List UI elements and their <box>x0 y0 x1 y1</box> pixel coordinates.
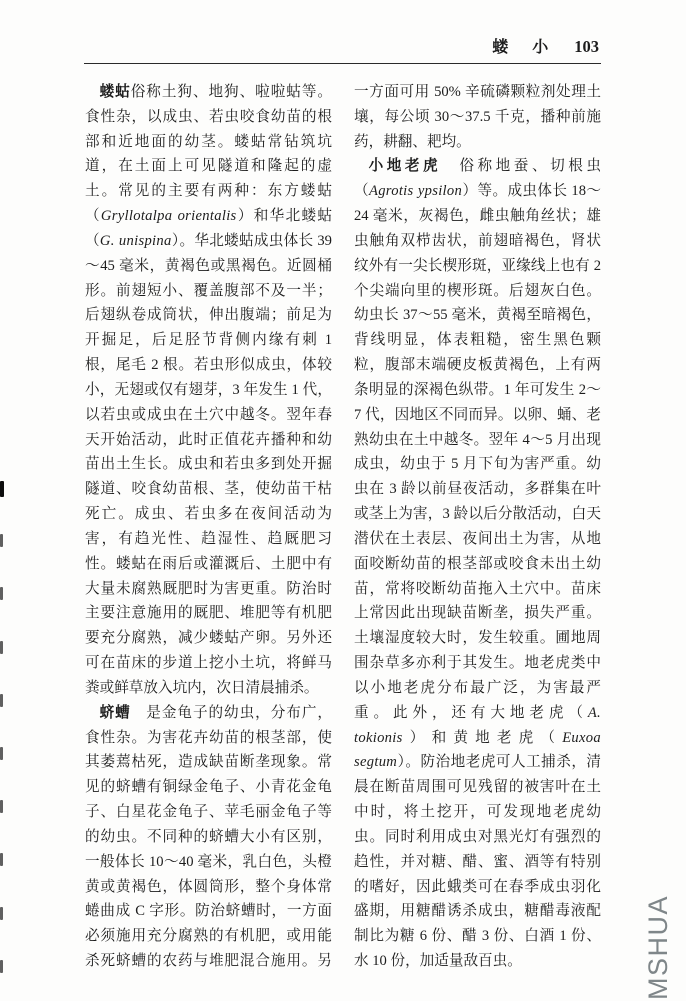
header-rule <box>84 63 601 64</box>
scan-binding-mark <box>0 694 3 707</box>
scan-binding-mark <box>0 747 3 760</box>
scan-binding-mark <box>0 800 3 813</box>
latin-species-name: A. tokionis <box>354 704 601 746</box>
scan-binding-mark <box>0 534 3 547</box>
latin-species-name: Euxoa segtum <box>354 729 601 771</box>
article-text <box>85 80 601 974</box>
body-text: ）。华北蝼蛄成虫体长 39～45 毫米，黄褐色或黑褐色。近圆桶形。前翅短小、覆盖腹部不及一半；后翅纵卷成筒状，伸出腹端；前足为开掘足，后足胫节背侧内缘有刺 1 根，尾毛 2 根。若虫形似成虫，体较小，无翅或仅有翅芽，3 年发生 1 代，以若虫或成虫在土穴中越冬。翌年春天开始活动，此时正值花卉播种和幼苗出土生长。成虫和若虫多到处开掘隧道、咬食幼苗根、茎，使幼苗干枯死亡。成虫、若虫多在夜间活动为害，有趋光性、趋湿性、趋厩肥习性。蝼蛄在雨后或灌溉后、土肥中有大量未腐熟厩肥时为害更重。防治时主要注意施用的厩肥、堆肥等有机肥要充分腐熟，减少蝼蛄产卵。另外还可在苗床的步道上挖小土坑，将鲜马粪或鲜草放入坑内，次日清晨捕杀。 <box>85 232 332 696</box>
running-header <box>85 34 601 58</box>
entry-headword: 小地老虎 <box>368 158 442 175</box>
scan-binding-mark <box>0 960 3 973</box>
scan-binding-mark <box>0 907 3 920</box>
scan-binding-mark <box>0 641 3 654</box>
page-number: 103 <box>574 37 599 56</box>
header-entry-range: 蝼 小 <box>492 39 553 56</box>
latin-species-name: Agrotis ypsilon <box>368 183 463 200</box>
scan-binding-mark <box>0 587 3 600</box>
scan-binding-mark <box>0 853 3 866</box>
watermark: MSHUA <box>643 894 673 1000</box>
paragraph <box>354 154 601 973</box>
scan-binding-mark <box>0 481 4 497</box>
body-text: ）和华北蝼蛄（ <box>85 208 332 249</box>
body-text: ）。防治地老虎可人工捕杀，清晨在断苗周围可见残留的被害叶在土中时，将土挖开，可发现地老虎幼虫。同时利用成虫对黑光灯有强烈的趋性，并对糖、醋、蜜、酒等有特别的嗜好，因此蛾类可在春季成虫羽化盛期，用糖醋诱杀成虫，糖醋毒液配制比为糖 6 份、醋 3 份、白酒 1 份、水 10 份，加适量敌百虫。 <box>354 754 601 969</box>
entry-headword: 蛴螬 <box>99 704 131 721</box>
body-text: ）等。成虫体长 18～24 毫米，灰褐色，雌虫触角丝状；雄虫触角双栉齿状，前翅暗褐色，肾状纹外有一尖长楔形斑，亚缘线上也有 2 个尖端向里的楔形斑。后翅灰白色。幼虫长 37～55 毫米，黄褐至暗褐色，背线明显，体表粗糙，密生黑色颗粒，腹部末端硬皮板黄褐色，上有两条明显的深褐色纵带。1 年可发生 2～7 代，因地区不同而异。以卵、蛹、老熟幼虫在土中越冬。翌年 4～5 月出现成虫，幼虫于 5 月下旬为害严重。幼虫在 3 龄以前昼夜活动，多群集在叶或茎上为害，3 龄以后分散活动，白天潜伏在土表层、夜间出土为害，从地面咬断幼苗的根茎部或咬食未出土幼苗，常将咬断幼苗拖入土穴中。苗床上常因此出现缺苗断垄，损失严重。土壤湿度较大时，发生较重。圃地周围杂草多亦利于其发生。地老虎类中以小地老虎分布最广泛，为害最严重。此外，还有大地老虎（ <box>354 183 601 721</box>
body-text: ）和黄地老虎（ <box>402 729 563 746</box>
body-text: 是金龟子的幼虫，分布广，食性杂。为害花卉幼苗的根茎部，使其萎蔫枯死，造成缺苗断垄现象。常见的蛴螬有铜绿金龟子、小青花金龟子、白星花金龟子、苹毛丽金龟子等的幼虫。不同种的蛴螬大小有区别，一般体长 10～40 毫米，乳白色，头橙黄或黄褐色，体圆筒形，整个身体常蜷曲成 C 字形。防治蛴螬时，一方面必须施用充分腐熟的有机肥，或用能杀死蛴螬的农药与堆肥混合施用。另一方面可用 50% 辛硫磷颗粒剂处理土壤，每公顷 30～37.5 千克，播种前施药，耕翻、耙均。 <box>85 84 601 969</box>
entry-headword: 蝼蛄 <box>99 84 131 100</box>
body-text: 俗称土狗、地狗、啦啦蛄等。食性杂，以成虫、若虫咬食幼苗的根部和近地面的幼茎。蝼蛄常钻筑坑道，在土面上可见隧道和隆起的虚土。常见的主要有两种：东方蝼蛄（ <box>85 84 332 225</box>
latin-species-name: Gryllotalpa orientalis <box>100 208 237 225</box>
paragraph <box>85 80 332 701</box>
latin-species-name: G. unispina <box>99 232 172 249</box>
body-text: 俗称地蚕、切根虫（ <box>354 158 601 200</box>
